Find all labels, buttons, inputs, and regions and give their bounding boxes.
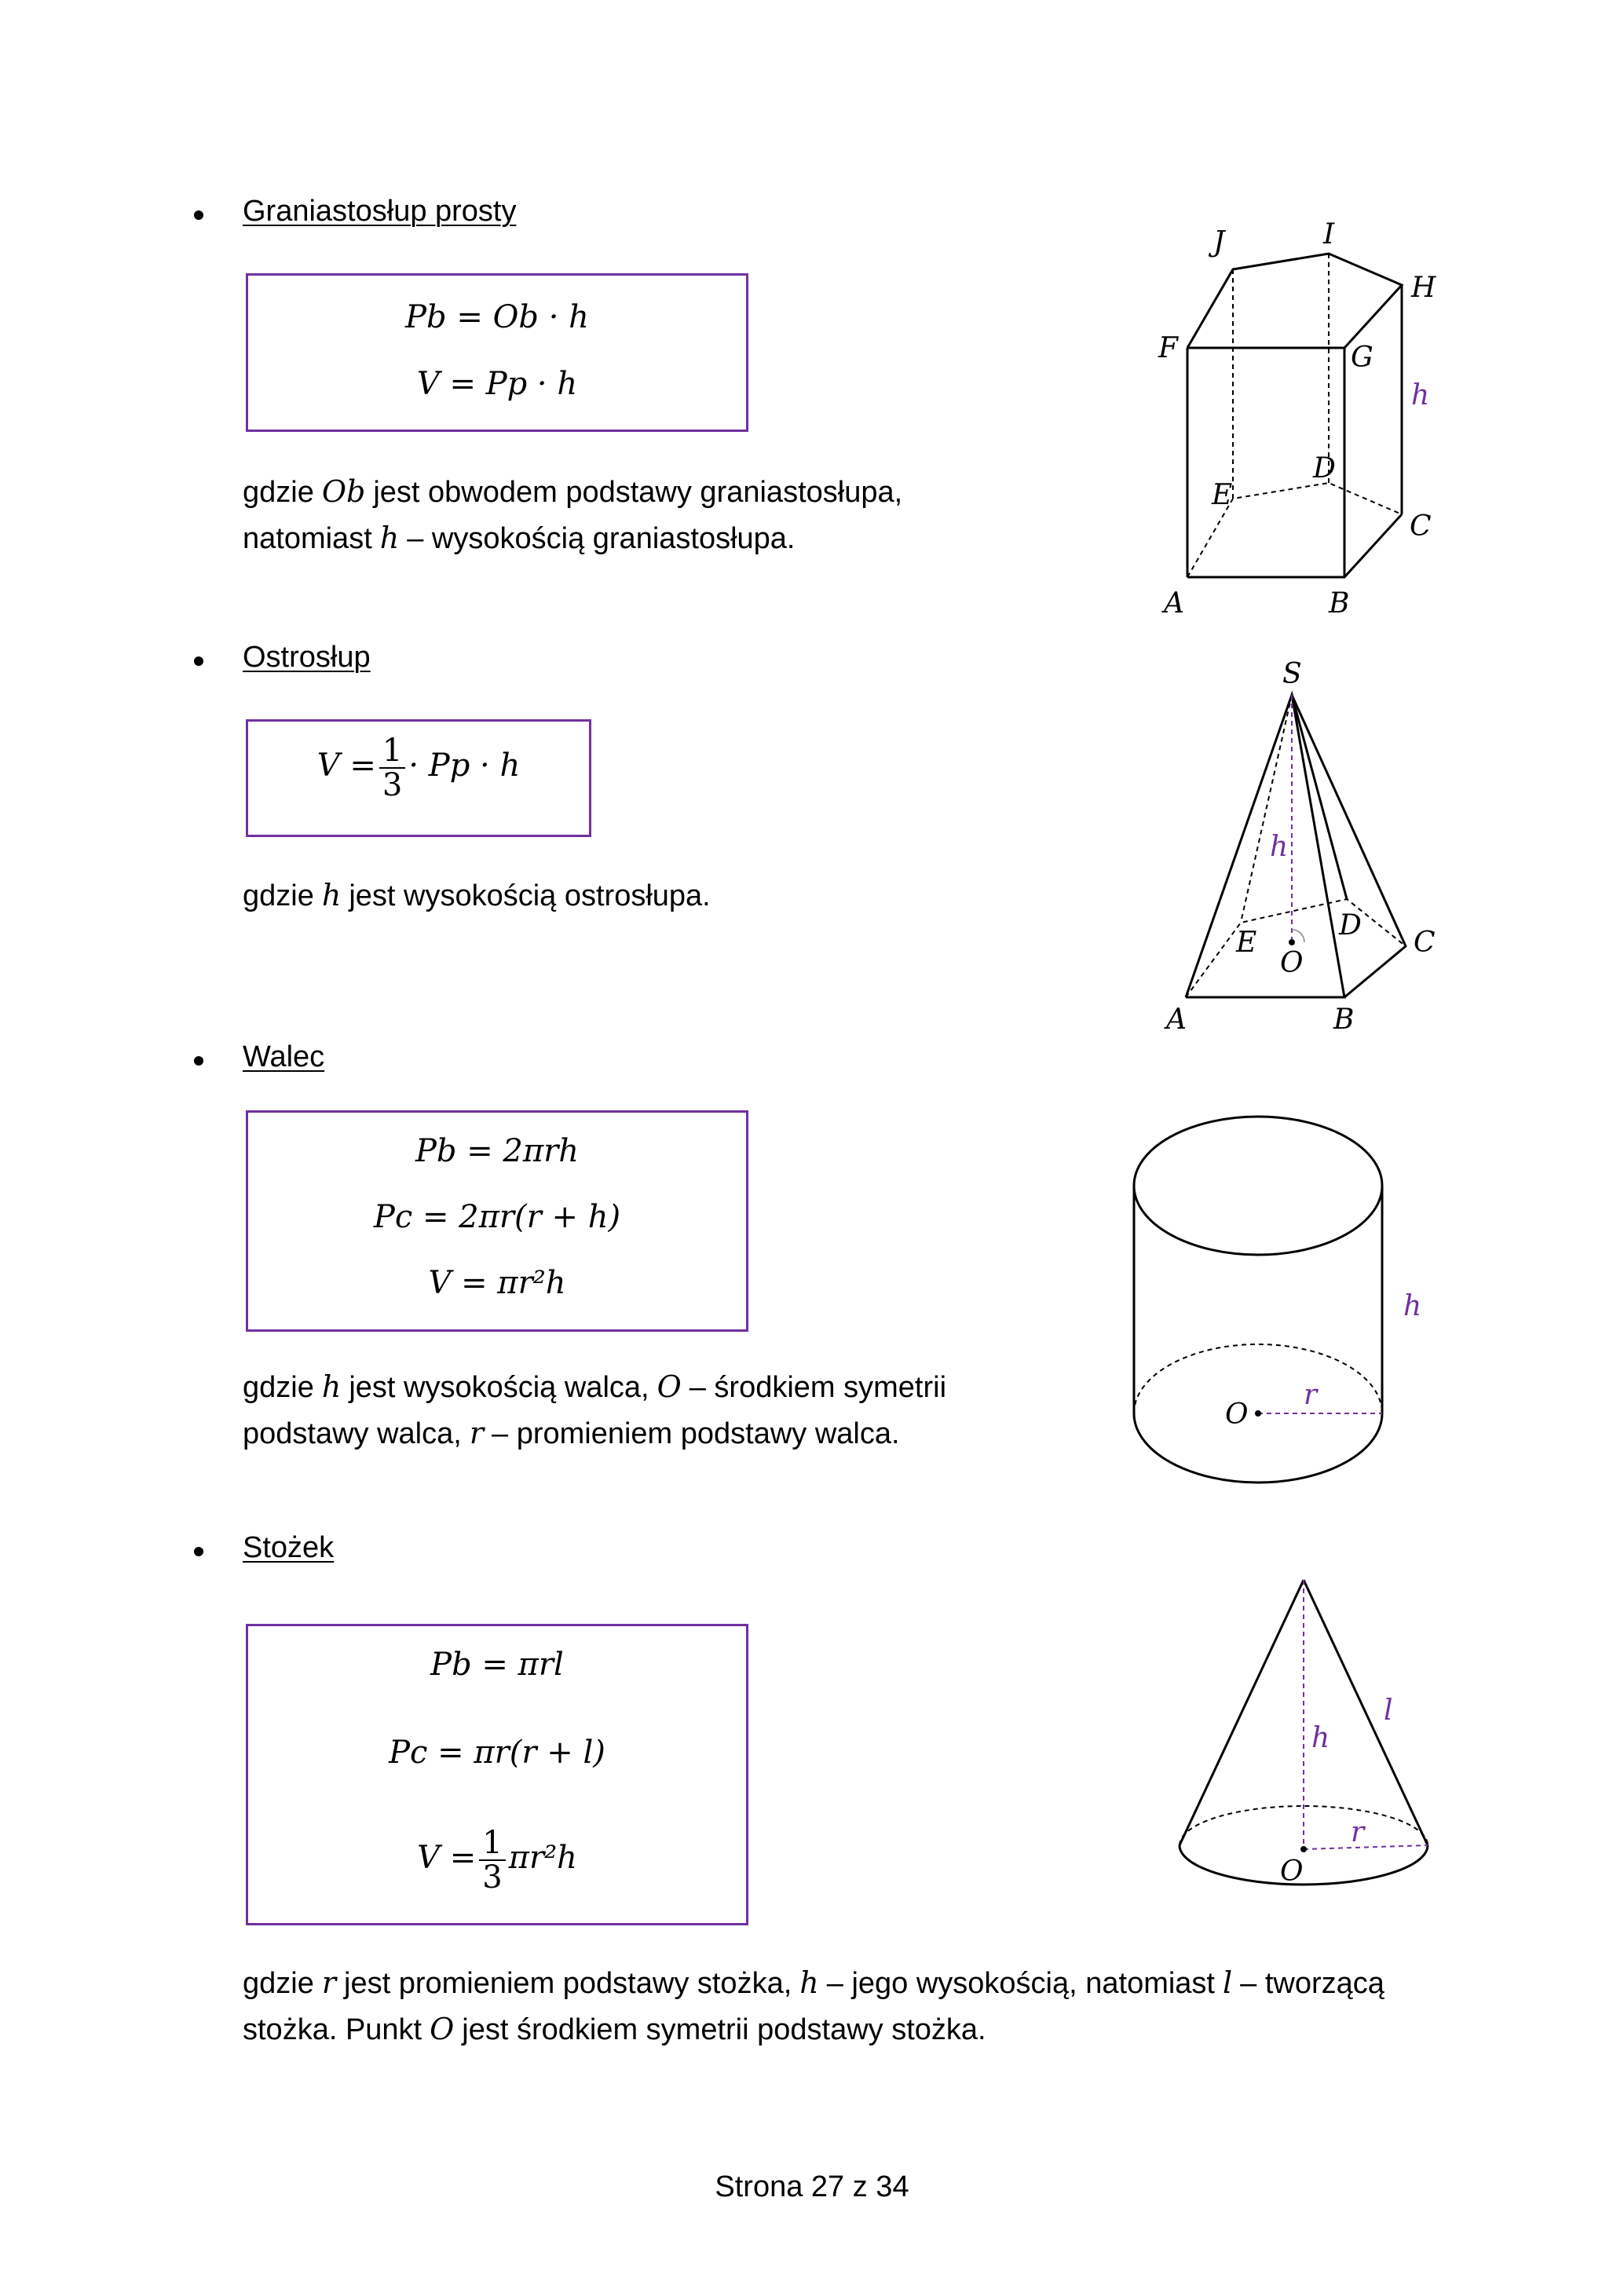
- label-O: O: [1225, 1398, 1249, 1431]
- formula-total-area: Pc = πr(r + l): [389, 1735, 605, 1771]
- formula-total-area: Pc = 2πr(r + h): [373, 1199, 621, 1235]
- label-E: E: [1212, 479, 1233, 511]
- label-h: h: [1270, 831, 1289, 863]
- formula-lateral-area: Pb = πrl: [430, 1647, 564, 1683]
- label-S: S: [1282, 658, 1302, 690]
- description-pyramid: gdzie h jest wysokością ostrosłupa.: [243, 878, 711, 912]
- description-prism: gdzie Ob jest obwodem podstawy graniastosłupa, natomiast h – wysokością graniastosłupa.: [243, 474, 903, 555]
- formula-volume: V = πr²h: [428, 1265, 566, 1301]
- formula-box-pyramid: [246, 719, 591, 837]
- cylinder-diagram: [1115, 1107, 1445, 1500]
- label-l: l: [1384, 1695, 1393, 1727]
- label-D: D: [1339, 909, 1362, 941]
- page-number: Strona 27 z 34: [715, 2170, 909, 2203]
- label-H: H: [1411, 272, 1436, 304]
- label-A: A: [1164, 587, 1184, 620]
- formula-volume-pyramid: V = $\frac{1}{3}$ · Pp · h: [316, 733, 521, 803]
- cone-diagram: [1162, 1570, 1461, 1916]
- section-heading-pyramid: Ostrosłup: [243, 641, 371, 674]
- section-heading-cone: Stożek: [243, 1531, 335, 1564]
- bullet: [194, 210, 203, 220]
- label-C: C: [1410, 510, 1432, 543]
- description-cone: gdzie r jest promieniem podstawy stożka, h – jego wysokością, natomiast l – tworzącą stożka. Punkt O jest środkiem symetrii podstawy stożka.: [243, 1965, 1384, 2046]
- formula-volume: V = Pp · h: [416, 366, 578, 402]
- label-A: A: [1166, 1004, 1187, 1036]
- formula-box-cone: [246, 1624, 748, 1925]
- label-r: r: [1351, 1816, 1365, 1848]
- label-h: h: [1311, 1722, 1330, 1754]
- label-C: C: [1414, 927, 1436, 959]
- formula-lateral-area: Pb = Ob · h: [405, 299, 589, 335]
- section-heading-prism: Graniastosłup prosty: [243, 195, 517, 228]
- label-h: h: [1411, 379, 1430, 411]
- label-F: F: [1158, 332, 1178, 364]
- label-J: J: [1213, 226, 1225, 258]
- bullet: [194, 1547, 203, 1556]
- label-h: h: [1403, 1290, 1422, 1322]
- label-D: D: [1313, 452, 1336, 484]
- label-G: G: [1351, 342, 1373, 374]
- label-E: E: [1236, 927, 1257, 959]
- label-B: B: [1329, 587, 1350, 620]
- label-O: O: [1280, 947, 1304, 979]
- label-O: O: [1280, 1855, 1304, 1888]
- description-cylinder: gdzie h jest wysokością walca, O – środkiem symetrii podstawy walca, r – promieniem podstawy walca.: [243, 1369, 947, 1450]
- bullet: [194, 1056, 203, 1066]
- formula-box-cylinder: [246, 1110, 748, 1332]
- label-r: r: [1304, 1379, 1318, 1411]
- label-I: I: [1323, 218, 1335, 250]
- pyramid-diagram: [1147, 644, 1453, 1036]
- formula-box-prism: [246, 273, 748, 432]
- formula-volume-cone: V = $\frac{1}{3}$ πr²h: [417, 1825, 577, 1896]
- prism-diagram: [1147, 212, 1453, 620]
- formula-lateral-area: Pb = 2πrh: [415, 1133, 580, 1169]
- label-B: B: [1333, 1004, 1355, 1036]
- section-heading-cylinder: Walec: [243, 1040, 325, 1073]
- bullet: [194, 656, 203, 666]
